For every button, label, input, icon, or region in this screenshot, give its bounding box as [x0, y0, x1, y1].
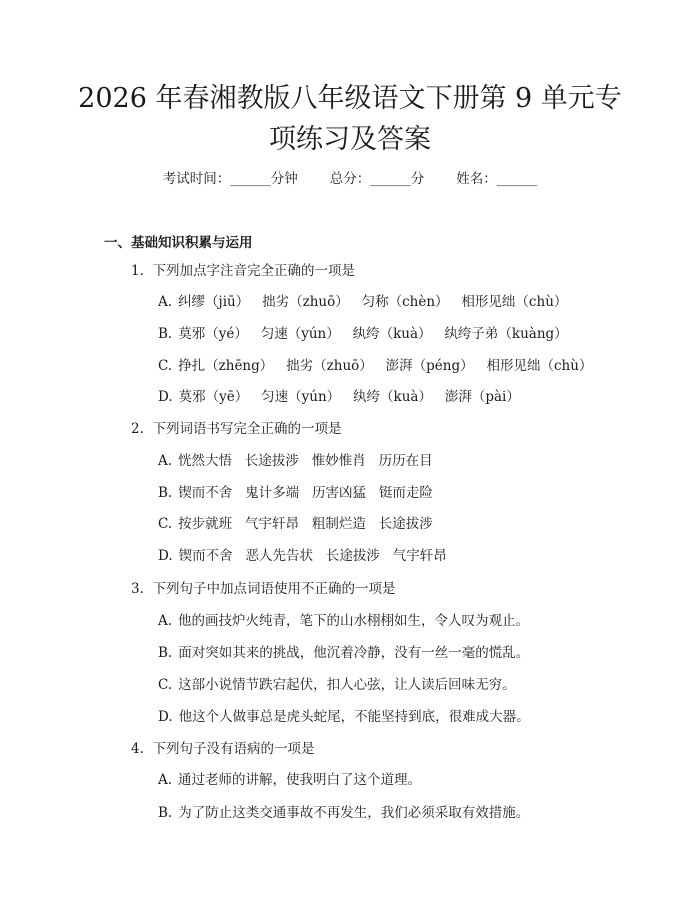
option-letter: C.: [158, 358, 173, 374]
question-2-stem: 2. 下列词语书写完全正确的一项是: [131, 421, 342, 437]
option-text: 为了防止这类交通事故不再发生，我们必须采取有效措施。: [178, 805, 530, 821]
option-text: 他的画技炉火纯青，笔下的山水栩栩如生，令人叹为观止。: [178, 613, 530, 629]
option-text: 纠缪（jiū） 拙劣（zhuō） 匀称（chèn） 相形见绌（chù）: [178, 294, 568, 310]
question-1-option-c: [158, 357, 592, 375]
option-letter: B.: [158, 485, 173, 501]
title-line-2: 项练习及答案: [269, 124, 431, 155]
question-3-option-b: [158, 644, 529, 662]
option-letter: C.: [158, 677, 173, 693]
document-title: [60, 78, 640, 160]
question-2-option-b: [158, 484, 433, 502]
option-letter: B.: [158, 326, 173, 342]
question-2-option-c: [158, 515, 433, 533]
question-2-option-d: [158, 547, 447, 565]
question-4-option-b: [158, 804, 529, 822]
option-letter: A.: [158, 294, 173, 310]
question-3-stem: 3. 下列句子中加点词语使用不正确的一项是: [131, 581, 396, 597]
option-letter: B.: [158, 645, 173, 661]
option-text: 莫邪（yé） 匀速（yún） 纨绔（kuà） 纨绔子弟（kuàng）: [178, 326, 568, 342]
option-letter: D.: [158, 389, 173, 405]
question-4-stem: 4. 下列句子没有语病的一项是: [131, 741, 315, 757]
section-heading: 一、基础知识积累与运用: [104, 235, 253, 251]
option-letter: A.: [158, 772, 173, 788]
exam-time-field: 考试时间：______分钟: [162, 171, 298, 187]
option-text: 锲而不舍 恶人先告状 长途拔涉 气宇轩昂: [178, 548, 447, 564]
option-text: 他这个人做事总是虎头蛇尾，不能坚持到底，很难成大器。: [178, 709, 530, 725]
option-letter: C.: [158, 516, 173, 532]
option-text: 挣扎（zhēng） 拙劣（zhuō） 澎湃（péng） 相形见绌（chù）: [178, 358, 593, 374]
question-3-option-a: [158, 612, 529, 630]
option-letter: D.: [158, 709, 173, 725]
option-text: 恍然大悟 长途拔涉 惟妙惟肖 历历在目: [178, 453, 433, 469]
option-letter: A.: [158, 613, 173, 629]
option-letter: D.: [158, 548, 173, 564]
question-3-option-d: [158, 708, 530, 726]
title-line-1: 2026 年春湘教版八年级语文下册第 9 单元专: [78, 83, 622, 114]
question-3-option-c: [158, 676, 516, 694]
option-letter: B.: [158, 805, 173, 821]
question-1-option-d: [158, 388, 520, 406]
option-text: 面对突如其来的挑战，他沉着冷静，没有一丝一毫的慌乱。: [178, 645, 530, 661]
option-text: 按步就班 气宇轩昂 粗制烂造 长途拔涉: [178, 516, 433, 532]
question-1-option-b: [158, 325, 568, 343]
option-text: 锲而不舍 鬼计多端 历害凶猛 铤而走险: [178, 485, 433, 501]
question-4-option-a: [158, 771, 421, 789]
total-score-field: 总分：______分: [329, 171, 425, 187]
question-1-option-a: [158, 293, 567, 311]
exam-info-line: [0, 170, 700, 188]
option-text: 莫邪（yē） 匀速（yún） 纨绔（kuà） 澎湃（pài）: [178, 389, 520, 405]
question-1-stem: 1. 下列加点字注音完全正确的一项是: [131, 263, 355, 279]
option-text: 这部小说情节跌宕起伏，扣人心弦，让人读后回味无穷。: [178, 677, 516, 693]
name-field: 姓名：______: [456, 171, 538, 187]
question-2-option-a: [158, 452, 433, 470]
option-letter: A.: [158, 453, 173, 469]
option-text: 通过老师的讲解，使我明白了这个道理。: [178, 772, 422, 788]
